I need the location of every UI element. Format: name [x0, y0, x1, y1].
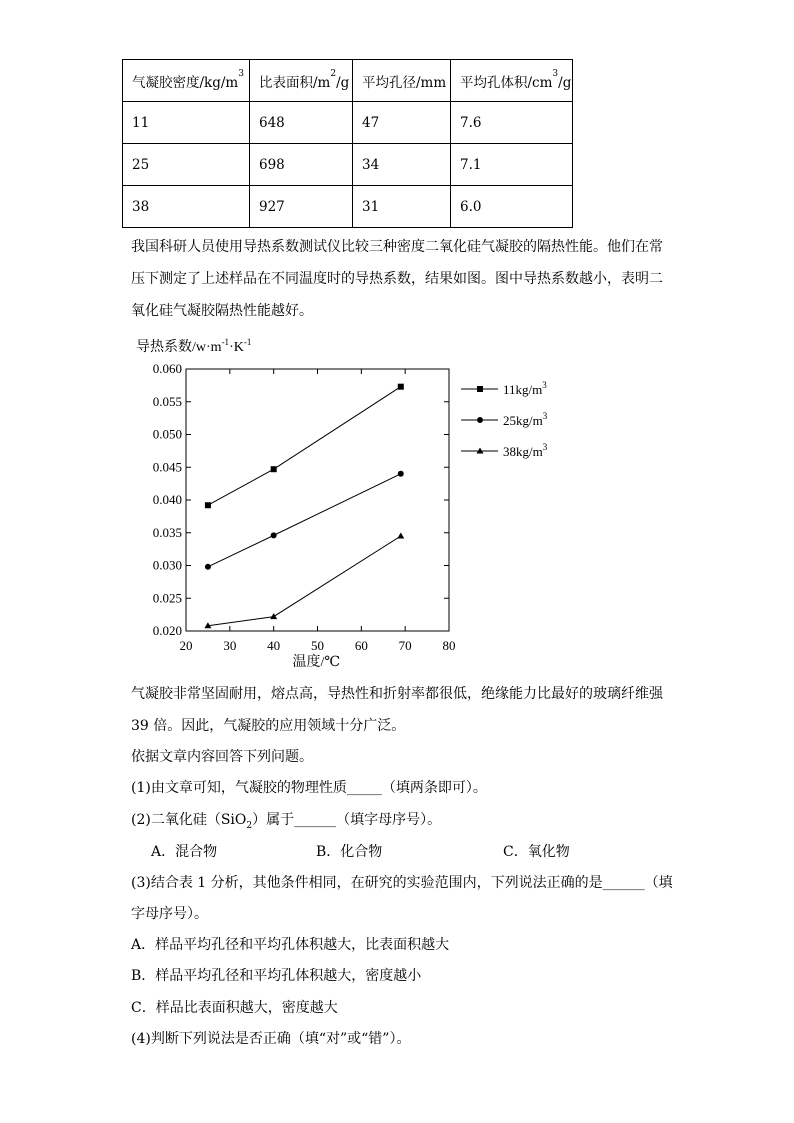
paragraph-line: 气凝胶非常坚固耐用，熔点高，导热性和折射率都很低，绝缘能力比最好的玻璃纤维强	[131, 686, 663, 702]
legend-label: $11kg/m^3$	[503, 380, 547, 397]
header-sup: 2	[330, 68, 337, 79]
table-cell: 6.0	[451, 186, 573, 228]
table-cell: 31	[353, 186, 451, 228]
question-4: (4)判断下列说法是否正确（填“对”或“错”）。	[131, 1031, 411, 1047]
series-line	[208, 536, 401, 626]
x-tick-label: 80	[442, 638, 456, 653]
y-tick-label: 0.055	[152, 393, 182, 409]
paragraph-line: 氧化硅气凝胶隔热性能越好。	[131, 303, 313, 319]
x-tick-label: 40	[267, 638, 281, 653]
header-cell	[353, 60, 451, 102]
question-3: (3)结合表 1 分析，其他条件相同，在研究的实验范围内，下列说法正确的是______（填	[131, 875, 673, 891]
data-table	[122, 59, 573, 228]
y-tick-label: 0.035	[152, 524, 182, 540]
paragraph-line: 39 倍。因此，气凝胶的应用领域十分广泛。	[131, 718, 406, 734]
question-2-text: ）属于______（填字母序号）。	[252, 812, 442, 828]
table-cell: 25	[123, 144, 250, 186]
header-tail: /g	[558, 74, 572, 91]
option-b: B．化合物	[316, 844, 383, 860]
series-3	[204, 442, 547, 628]
header-cell	[123, 60, 250, 102]
x-tick-label: 60	[354, 638, 368, 653]
option-a: A．混合物	[151, 844, 218, 860]
table-cell: 927	[250, 186, 353, 228]
table-cell: 34	[353, 144, 451, 186]
option-b: B．样品平均孔径和平均孔体积越大，密度越小	[131, 968, 422, 984]
question-2	[131, 809, 441, 831]
data-point	[205, 564, 211, 570]
y-axis-label: 导热系数$/w\cdot m^{-1}\cdot K^{-1}$	[136, 337, 252, 355]
table-cell: 7.1	[451, 144, 573, 186]
question-1: (1)由文章可知，气凝胶的物理性质_____（填两条即可）。	[131, 780, 487, 796]
y-tick-label: 0.030	[152, 557, 182, 573]
table-cell: 38	[123, 186, 250, 228]
table-cell: 648	[250, 102, 353, 144]
header-text: 气凝胶密度/kg/m	[132, 74, 239, 91]
table-header-row	[123, 60, 573, 102]
question-3: 字母序号）。	[131, 906, 208, 922]
thermal-conductivity-chart	[0, 330, 794, 675]
header-cell	[451, 60, 573, 102]
y-tick-label: 0.020	[152, 623, 182, 638]
option-c: C．氧化物	[503, 844, 570, 860]
header-text: 比表面积/m	[259, 74, 331, 91]
series-1	[205, 380, 547, 508]
x-tick-label: 70	[398, 638, 412, 653]
legend-label: $38kg/m^3$	[503, 442, 548, 459]
series-2	[205, 411, 548, 570]
table-cell: 11	[123, 102, 250, 144]
question-2-text: (2)二氧化硅（SiO	[131, 812, 247, 828]
table-row	[123, 144, 573, 186]
y-tick-label: 0.060	[152, 361, 182, 376]
x-tick-label: 20	[179, 638, 193, 653]
header-text: 平均孔体积/cm	[460, 74, 553, 91]
header-sup: 3	[552, 68, 559, 79]
table-cell: 698	[250, 144, 353, 186]
y-tick-label: 0.050	[152, 426, 182, 442]
subscript: 2	[246, 820, 253, 831]
data-point	[270, 613, 277, 619]
x-tick-label: 50	[311, 638, 324, 653]
paragraph-line: 我国科研人员使用导热系数测试仪比较三种密度二氧化硅气凝胶的隔热性能。他们在常	[131, 239, 663, 255]
y-tick-label: 0.025	[152, 590, 182, 606]
y-tick-label: 0.040	[152, 492, 182, 507]
y-tick-label: 0.045	[152, 459, 182, 475]
x-tick-label: 30	[223, 638, 237, 653]
table-cell: 47	[353, 102, 451, 144]
header-cell	[250, 60, 353, 102]
series-line	[208, 474, 401, 567]
option-a: A．样品平均孔径和平均孔体积越大，比表面积越大	[131, 937, 450, 953]
paragraph-line: 压下测定了上述样品在不同温度时的导热系数，结果如图。图中导热系数越小，表明二	[131, 271, 663, 287]
data-point	[398, 471, 404, 477]
data-point	[397, 533, 404, 539]
option-c: C．样品比表面积越大，密度越大	[131, 1000, 338, 1016]
data-point	[205, 502, 211, 508]
table-cell: 7.6	[451, 102, 573, 144]
legend-marker	[477, 417, 483, 423]
legend-label: $25kg/m^3$	[503, 411, 548, 428]
plot-frame	[186, 369, 449, 631]
data-point	[271, 532, 277, 538]
header-sup: 3	[238, 68, 244, 79]
data-point	[398, 384, 404, 390]
x-axis-label: 温度/℃	[292, 655, 341, 670]
intro-text: 依据文章内容回答下列问题。	[131, 749, 313, 765]
table-row	[123, 186, 573, 228]
header-text: 平均孔径/mm	[362, 74, 447, 91]
legend-marker	[477, 386, 483, 392]
header-tail: /g	[336, 74, 350, 91]
data-point	[271, 466, 277, 472]
table-row	[123, 102, 573, 144]
